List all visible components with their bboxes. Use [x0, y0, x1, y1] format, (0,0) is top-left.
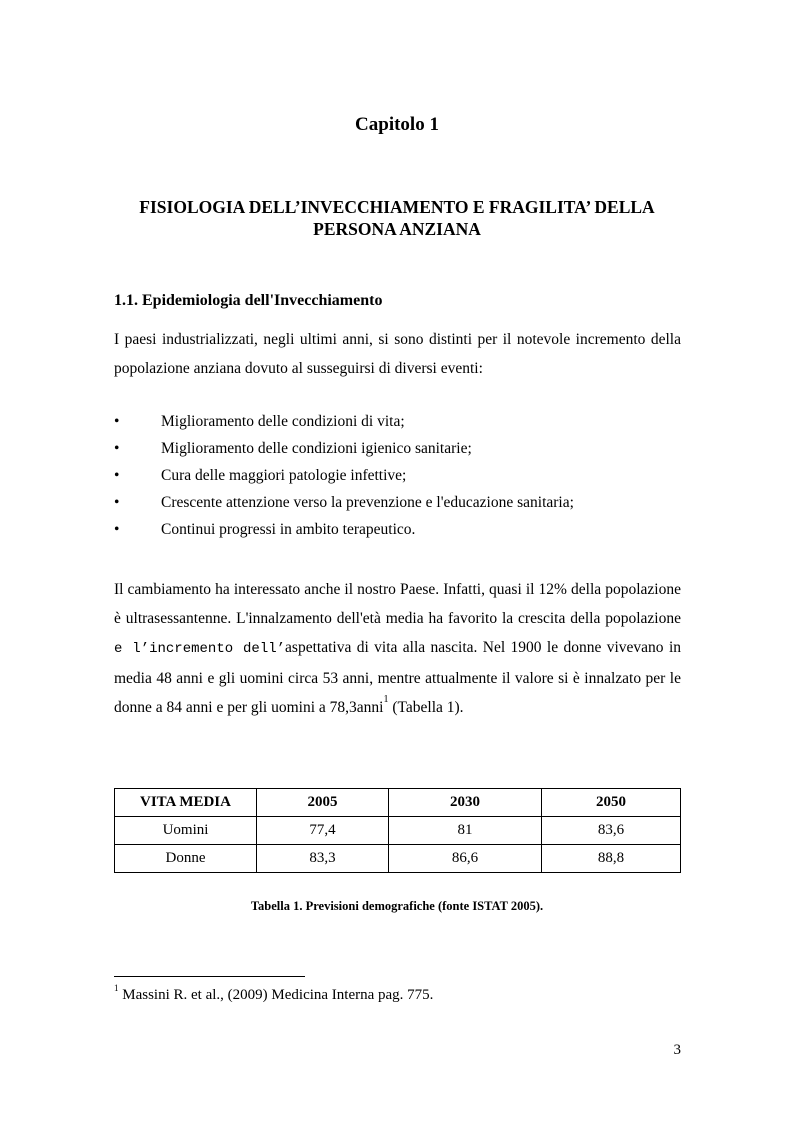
bullet-list	[114, 408, 694, 543]
paragraph-text-mono: e l’incremento dell’	[114, 641, 286, 657]
list-item	[114, 462, 694, 489]
chapter-title	[100, 196, 694, 240]
list-item-text: Miglioramento delle condizioni di vita;	[161, 413, 405, 430]
table-header-cell: VITA MEDIA	[115, 789, 257, 817]
table-cell: Donne	[115, 845, 257, 873]
list-item	[114, 435, 694, 462]
body-paragraph	[114, 575, 681, 722]
footnote-text: Massini R. et al., (2009) Medicina Interna pag. 775.	[118, 987, 434, 1003]
intro-paragraph: I paesi industrializzati, negli ultimi anni, si sono distinti per il notevole incremento della popolazione anziana dovuto al susseguirsi di diversi eventi:	[114, 331, 681, 377]
table-cell: 83,6	[542, 817, 681, 845]
table-header-cell: 2030	[389, 789, 542, 817]
table-cell: 81	[389, 817, 542, 845]
list-item	[114, 408, 694, 435]
list-item-text: Crescente attenzione verso la prevenzione e l'educazione sanitaria;	[161, 494, 574, 511]
table-cell: 83,3	[257, 845, 389, 873]
table-caption: Tabella 1. Previsioni demografiche (fonte ISTAT 2005).	[250, 899, 544, 913]
list-item-text: Miglioramento delle condizioni igienico sanitarie;	[161, 440, 472, 457]
table-cell: 88,8	[542, 845, 681, 873]
list-item	[114, 489, 694, 516]
bullet-symbol: •	[114, 413, 120, 430]
table-header-row	[115, 789, 681, 817]
list-item	[114, 516, 694, 543]
table-row	[115, 817, 681, 845]
bullet-symbol: •	[114, 494, 120, 511]
list-item-text: Cura delle maggiori patologie infettive;	[161, 467, 407, 484]
page-number: 3	[673, 1042, 681, 1058]
list-item-text: Continui progressi in ambito terapeutico.	[161, 521, 416, 538]
paragraph-text: (Tabella 1).	[388, 699, 464, 716]
chapter-heading: Capitolo 1	[355, 114, 439, 135]
paragraph-text: Il cambiamento ha interessato anche il nostro Paese. Infatti, quasi il 12% della popolazione è ultrasessantenne. L'innalzamento dell'età media ha favorito la crescita della popolazione	[114, 581, 681, 627]
table-header-cell: 2050	[542, 789, 681, 817]
table-cell: Uomini	[115, 817, 257, 845]
table-row	[115, 845, 681, 873]
paragraph-text: aspettativa di vita alla nascita. Nel 1900 le donne vivevano in media 48 anni e gli uomini circa 53 anni, mentre attualmente il valore si è innalzato per le donne a 84 anni e per gli uomini a 78,3anni	[114, 639, 681, 716]
footnote-number: 1	[114, 983, 119, 993]
table-header-cell: 2005	[257, 789, 389, 817]
table-cell: 86,6	[389, 845, 542, 873]
bullet-symbol: •	[114, 440, 120, 457]
table-cell: 77,4	[257, 817, 389, 845]
section-heading: 1.1. Epidemiologia dell'Invecchiamento	[114, 292, 383, 309]
life-expectancy-table	[114, 788, 681, 873]
bullet-symbol: •	[114, 467, 120, 484]
chapter-title-line-2: PERSONA ANZIANA	[313, 219, 481, 239]
footnote-divider	[114, 976, 305, 977]
chapter-title-line-1: FISIOLOGIA DELL’INVECCHIAMENTO E FRAGILITA’ DELLA	[139, 197, 655, 217]
bullet-symbol: •	[114, 521, 120, 538]
footnote-reference: 1	[383, 694, 389, 705]
footnote	[114, 983, 434, 1004]
